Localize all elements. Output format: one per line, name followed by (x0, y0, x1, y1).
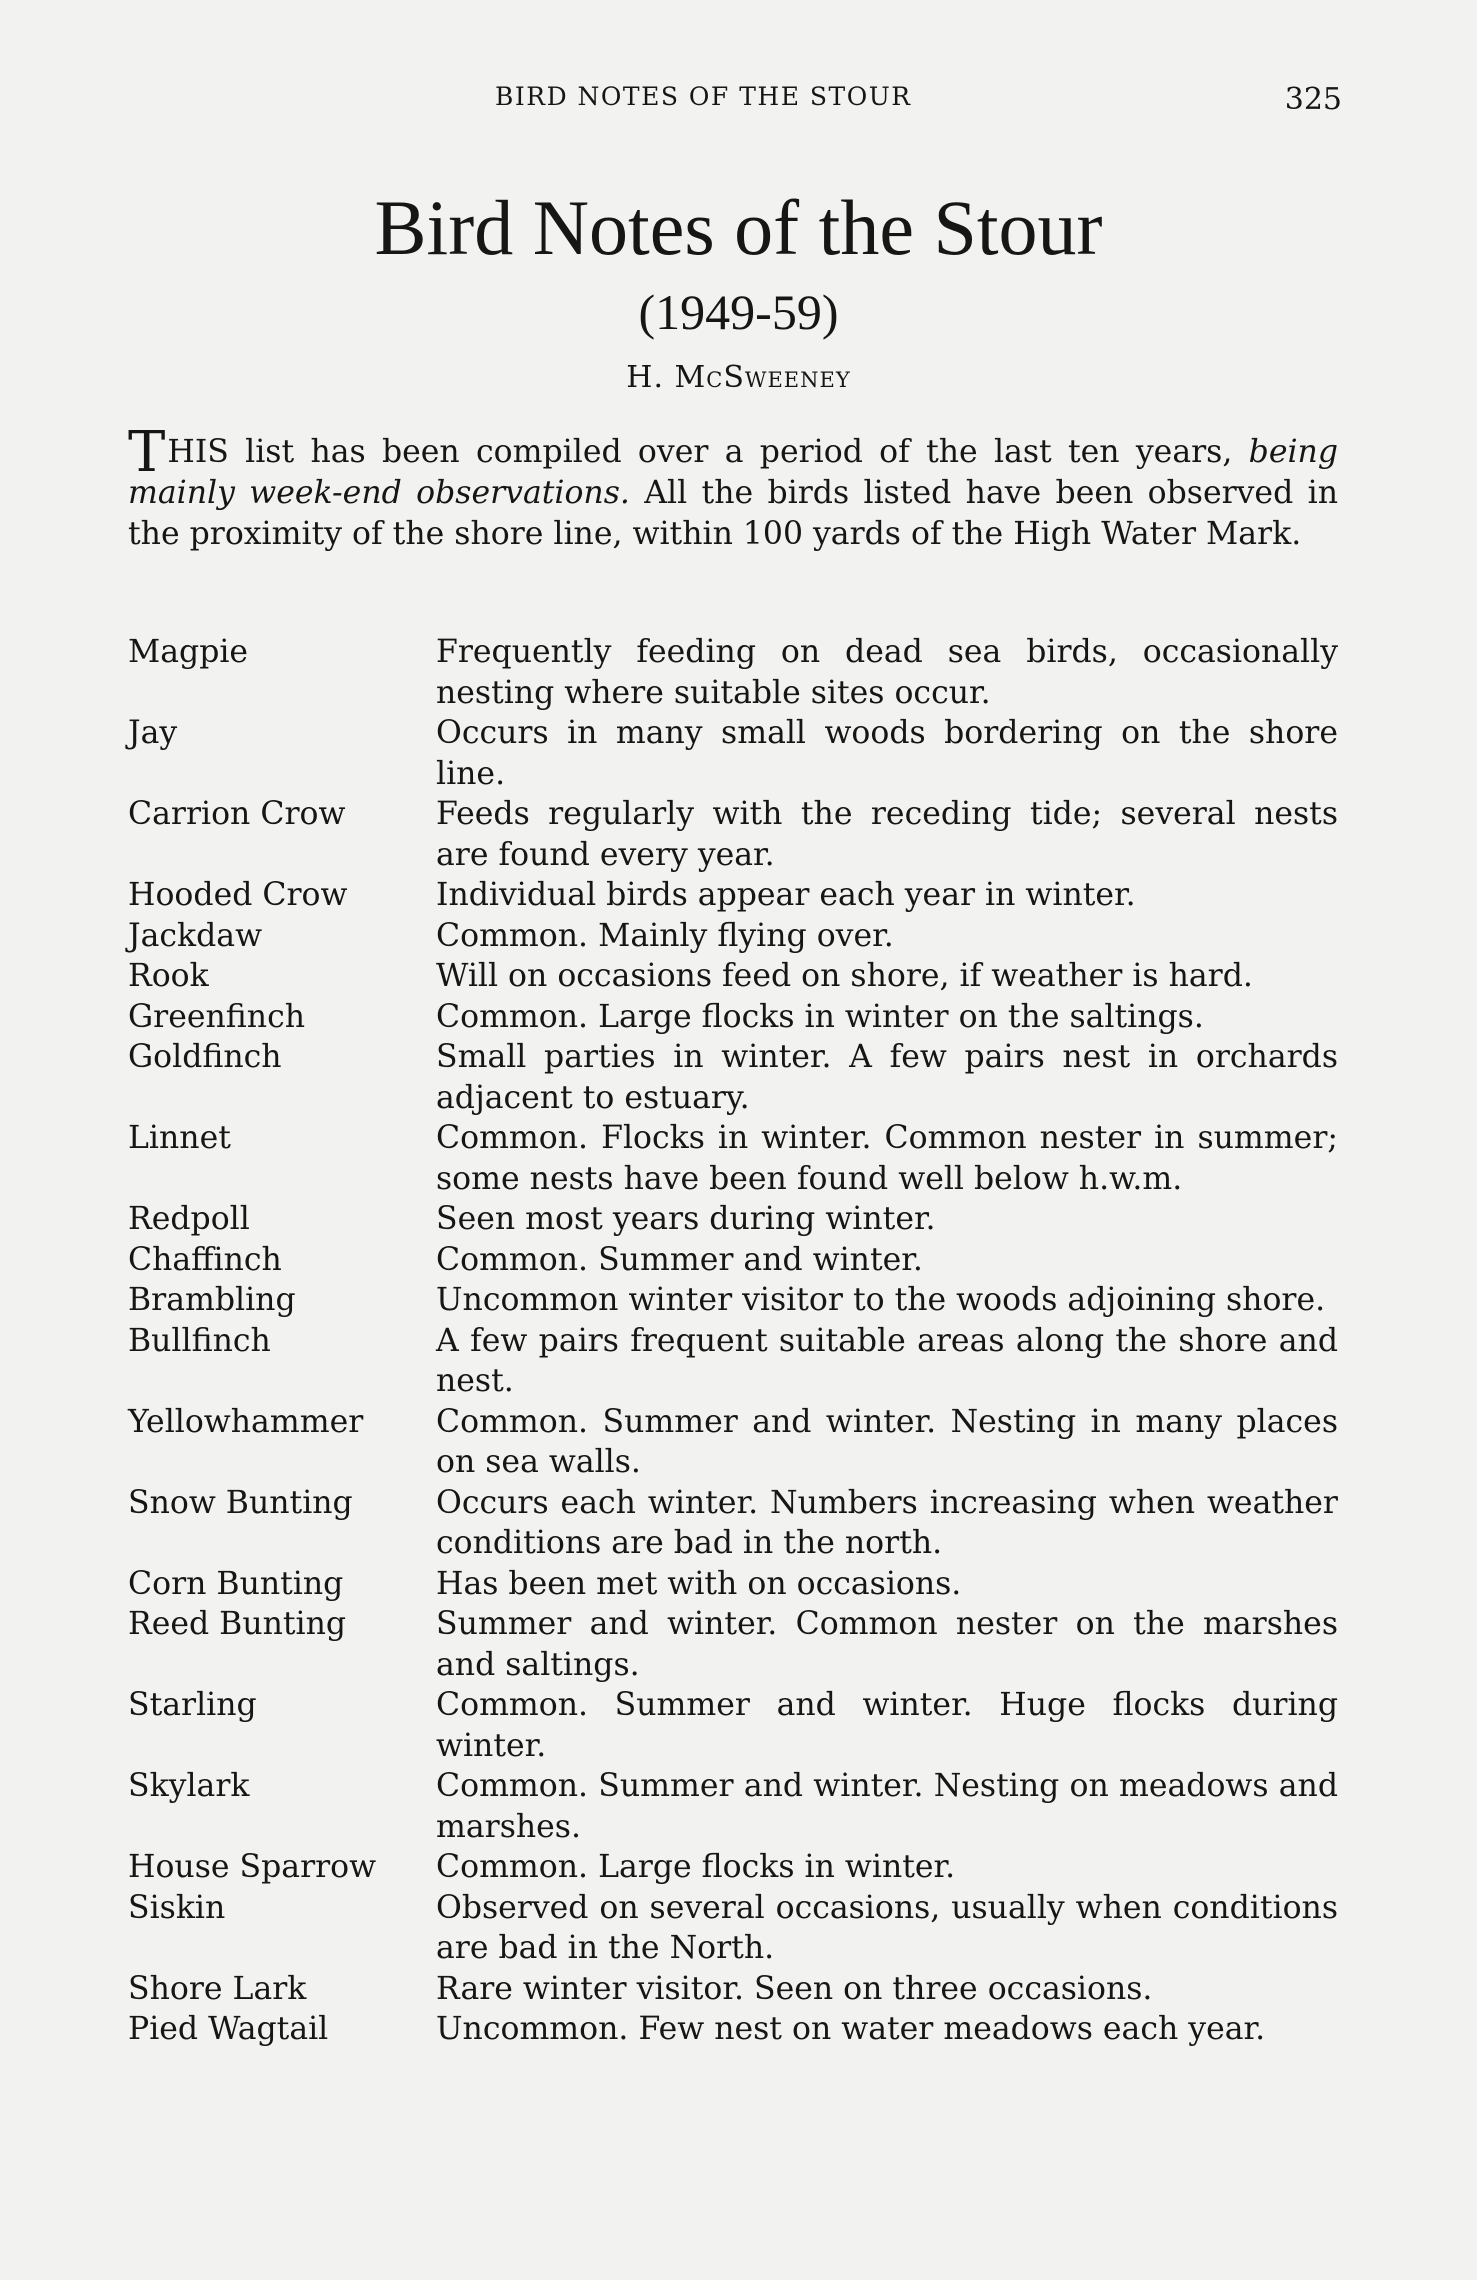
species-description: Individual birds appear each year in winter. (436, 877, 1136, 913)
species-description: Uncommon. Few nest on water meadows each year. (436, 2011, 1266, 2047)
species-name: Pied Wagtail (128, 2011, 329, 2047)
author-name: H. McSweeney (626, 360, 851, 395)
species-description: Occurs in many small woods bordering on the shore line. (436, 715, 1338, 792)
species-name: Corn Bunting (128, 1565, 344, 1602)
species-entry (128, 1766, 1338, 1847)
species-entry (128, 1240, 1338, 1281)
intro-text-end: All the birds listed have been observed in the proximity of the shore line, within 100 yards of the High Water Mark. (128, 475, 1338, 552)
species-description: Common. Large flocks in winter on the saltings. (436, 998, 1204, 1035)
article-title: Bird Notes of the Stour (374, 184, 1103, 271)
species-entry (128, 875, 1338, 916)
species-name: Bullfinch (128, 1322, 271, 1359)
species-entry (128, 1847, 1338, 1888)
species-name: Hooded Crow (128, 877, 348, 913)
species-description: Frequently feeding on dead sea birds, occasionally nesting where suitable sites occur. (436, 634, 1338, 711)
species-name: Snow Bunting (128, 1484, 353, 1521)
species-description: Summer and winter. Common nester on the marshes and saltings. (436, 1606, 1338, 1683)
species-entry (128, 1888, 1338, 1969)
species-entry (128, 713, 1338, 794)
species-name: Chaffinch (128, 1241, 282, 1278)
running-head-title: BIRD NOTES OF THE STOUR (495, 82, 912, 111)
species-description: Common. Summer and winter. Nesting in many places on sea walls. (436, 1403, 1338, 1480)
species-description: Occurs each winter. Numbers increasing when weather conditions are bad in the north. (436, 1484, 1338, 1561)
species-description: Feeds regularly with the receding tide; several nests are found every year. (436, 796, 1338, 873)
species-description: Common. Summer and winter. (436, 1241, 923, 1278)
species-name: Linnet (128, 1120, 231, 1156)
species-name: Reed Bunting (128, 1606, 347, 1642)
species-name: Jay (128, 715, 178, 751)
intro-italic: being mainly week-end observations. (128, 434, 1338, 511)
species-description: Small parties in winter. A few pairs nest in orchards adjacent to estuary. (436, 1039, 1338, 1116)
intro-text-start: HIS list has been compiled over a period of the last ten years, (167, 434, 1233, 470)
species-entry (128, 1969, 1338, 2010)
species-description: Uncommon winter visitor to the woods adjoining shore. (436, 1282, 1326, 1318)
species-name: Jackdaw (128, 917, 263, 954)
species-entry (128, 1280, 1338, 1321)
drop-cap: T (128, 420, 166, 485)
species-entry (128, 632, 1338, 713)
species-entry (128, 1483, 1338, 1564)
species-entry (128, 1037, 1338, 1118)
species-name: Redpoll (128, 1201, 250, 1237)
species-name: Starling (128, 1687, 257, 1723)
species-name: Magpie (128, 634, 249, 670)
author (0, 360, 1477, 395)
species-name: Skylark (128, 1768, 250, 1804)
species-description: Common. Mainly flying over. (436, 917, 894, 954)
species-entry (128, 1402, 1338, 1483)
species-name: Rook (128, 958, 209, 994)
species-description: Has been met with on occasions. (436, 1565, 962, 1602)
species-name: Carrion Crow (128, 796, 346, 832)
species-entry (128, 2009, 1338, 2050)
species-name: Brambling (128, 1282, 296, 1318)
species-description: Seen most years during winter. (436, 1201, 936, 1237)
species-name: House Sparrow (128, 1849, 377, 1885)
article-subtitle: (1949-59) (638, 284, 839, 340)
species-entry (128, 1321, 1338, 1402)
species-description: Observed on several occasions, usually when conditions are bad in the North. (436, 1889, 1338, 1966)
species-description: Common. Flocks in winter. Common nester in summer; some nests have been found well below h.w.m. (436, 1120, 1338, 1197)
species-entry (128, 1199, 1338, 1240)
species-entry (128, 1564, 1338, 1605)
species-name: Yellowhammer (128, 1403, 364, 1440)
species-description: Will on occasions feed on shore, if weather is hard. (436, 958, 1253, 994)
species-entry (128, 1604, 1338, 1685)
page-number: 325 (1284, 82, 1342, 117)
species-entry (128, 794, 1338, 875)
species-entry (128, 916, 1338, 957)
species-entry (128, 1685, 1338, 1766)
species-list (128, 632, 1338, 2050)
species-description: Rare winter visitor. Seen on three occasions. (436, 1970, 1153, 2007)
species-description: Common. Large flocks in winter. (436, 1849, 956, 1885)
species-entry (128, 1118, 1338, 1199)
species-entry (128, 956, 1338, 997)
species-name: Shore Lark (128, 1970, 307, 2007)
species-description: Common. Summer and winter. Huge flocks during winter. (436, 1687, 1338, 1764)
species-name: Goldfinch (128, 1039, 282, 1075)
intro-paragraph (128, 420, 1338, 555)
species-description: A few pairs frequent suitable areas along the shore and nest. (436, 1322, 1338, 1399)
species-entry (128, 997, 1338, 1038)
species-name: Siskin (128, 1889, 226, 1926)
species-name: Greenfinch (128, 998, 306, 1035)
running-head (0, 82, 1477, 122)
species-description: Common. Summer and winter. Nesting on meadows and marshes. (436, 1768, 1338, 1845)
